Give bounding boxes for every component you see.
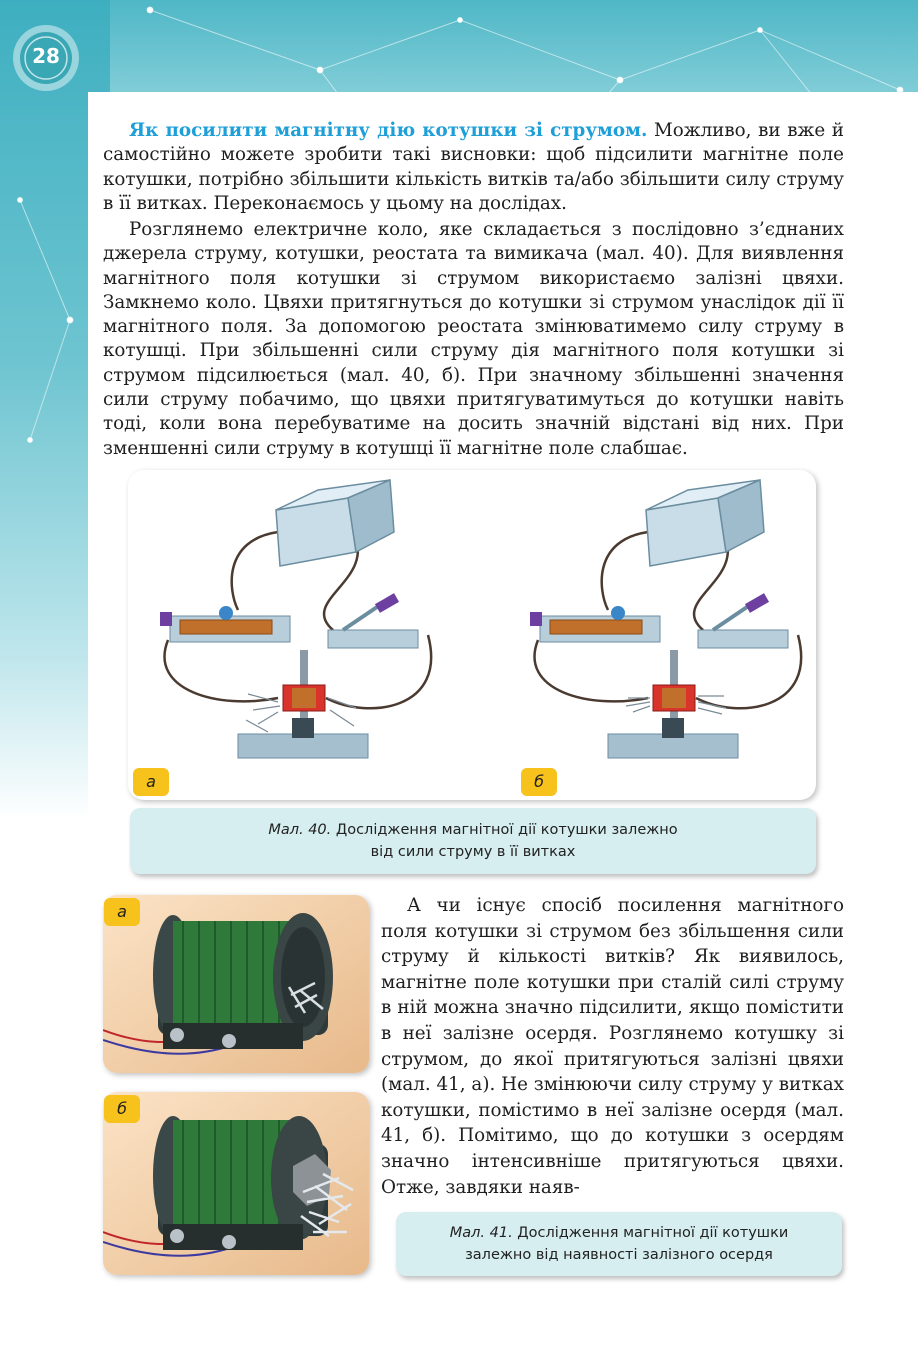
figure-41-caption-line1: Дослідження магнітної дії котушки <box>512 1225 789 1241</box>
page-number: 28 <box>32 44 60 68</box>
figure-40-illustration <box>128 470 816 800</box>
figure-40-caption-line2: від сили струму в її витках <box>370 844 576 860</box>
circuit-setup-b <box>530 480 801 758</box>
figure-41-ref: Мал. 41. <box>449 1225 513 1241</box>
figure-40-panel <box>128 470 816 800</box>
figure-40-caption <box>130 808 816 874</box>
figure-40-ref: Мал. 40. <box>268 822 332 838</box>
experiment-text: Розглянемо електричне коло, яке складається з послідовно з’єднаних джерела струму, котушки, реостата та вимикача (мал. 40). Для виявлення магнітного поля котушки зі струмом використаємо залізні цвяхи. Замкнемо коло. Цвяхи притягнуться до котушки зі струмом унаслідок дії її магнітного поля. За допомогою реостата змінюватимемо силу струму в котушці. При збільшенні сили струму дія магнітного поля котушки зі струмом підсилюється (мал. 40, б). При значному збільшенні значення сили струму побачимо, що цвяхи притягуватимуться до котушки навіть тоді, коли вона перебуватиме на досить значній відстані від них. При зменшенні сили струму в котушці її магнітне поле слабшає. <box>103 219 844 459</box>
intro-text: Можливо, ви вже й самостійно можете зробити такі висновки: щоб підсилити магнітне поле котушки, потрібно збільшити кількість витків та/або збільшити силу струму в її витках. Переконаємось у цьому на дослідах. <box>103 120 844 214</box>
section-heading: Як посилити магнітну дію котушки зі струмом. <box>129 120 648 141</box>
figure-41-photo-a <box>103 895 369 1073</box>
figure-40-label-b: б <box>521 768 557 796</box>
core-text: А чи існує спосіб посилення магнітного поля котушки зі струмом без збільшення сили струму й кількості витків? Як виявилось, магнітне поле котушки при сталій силі струму в ній можна значно підсилити, якщо помістити в неї залізне осердя. Розглянемо котушку зі струмом, до якої притягуються залізні цвяхи (мал. 41, а). Не змінюючи силу струму у витках котушки, помістимо в неї залізне осердя (мал. 41, б). Помітимо, що до котушки з осердям значно інтенсивніше притягуються цвяхи. Отже, завдяки наяв- <box>381 895 844 1198</box>
circuit-setup-a <box>160 480 431 758</box>
experiment-paragraph <box>103 218 844 461</box>
figure-41-label-a: а <box>104 898 140 926</box>
figure-41-caption <box>396 1212 842 1276</box>
figure-41-photo-b <box>103 1092 369 1275</box>
core-paragraph <box>381 893 844 1200</box>
figure-41-label-b: б <box>104 1095 140 1123</box>
figure-41-caption-line2: залежно від наявності залізного осердя <box>465 1247 773 1263</box>
figure-40-label-a: а <box>133 768 169 796</box>
figure-40-caption-line1: Дослідження магнітної дії котушки залежно <box>331 822 678 838</box>
intro-paragraph <box>103 119 844 216</box>
